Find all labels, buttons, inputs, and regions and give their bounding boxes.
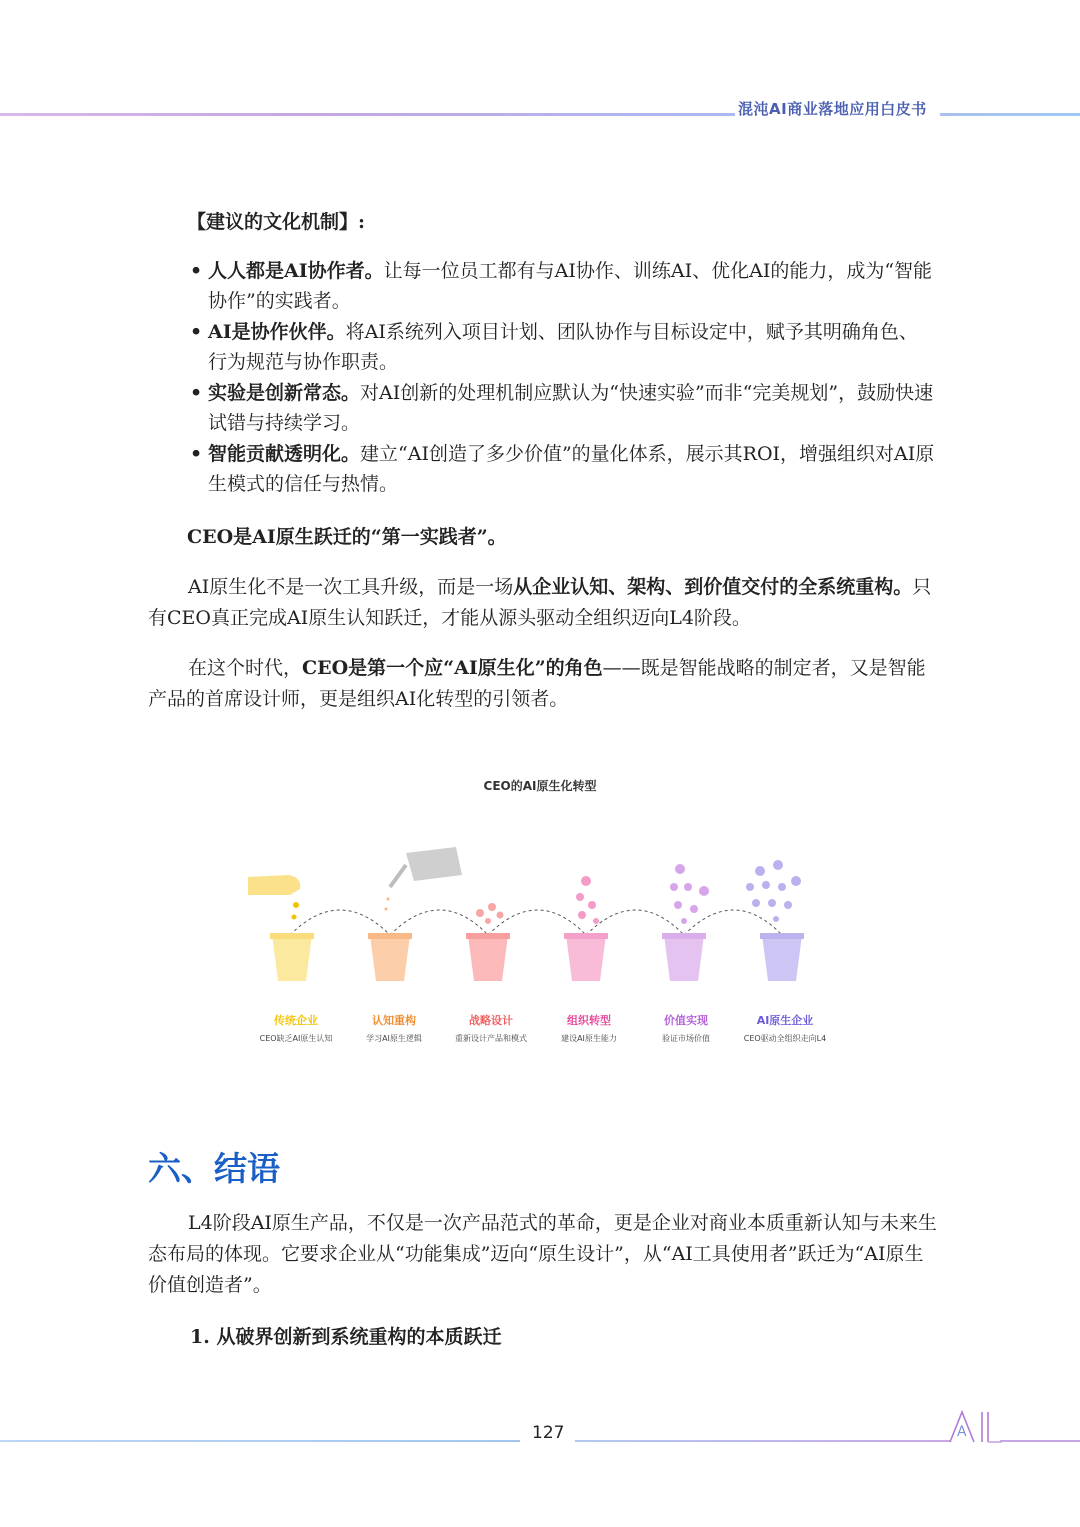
para1-bold: 从企业认知、架构、到价值交付的全系统重构。 xyxy=(513,576,913,598)
connector-arc-1 xyxy=(290,910,390,935)
culture-bullet-3 xyxy=(190,378,935,438)
para1-pre: AI原生化不是一次工具升级，而是一场 xyxy=(188,576,514,598)
stage-6 xyxy=(729,1012,841,1044)
stage-1 xyxy=(241,1012,351,1044)
stage-desc: CEO驱动全组织走向L4 xyxy=(743,1034,827,1043)
stage-desc: 建设AI原生能力 xyxy=(561,1034,617,1043)
footer-rule-left xyxy=(0,1440,520,1442)
flower-icon-5 xyxy=(670,864,709,924)
hand-seed-icon xyxy=(248,875,300,920)
subheading: 1. 从破界创新到系统重构的本质跃迁 xyxy=(190,1326,502,1348)
pot-growth-illustration xyxy=(230,835,850,985)
page-number: 127 xyxy=(532,1423,565,1443)
bullet-text: 让每一位员工都有与AI协作、训练AI、优化AI的能力，成为“智能协作”的实践者。 xyxy=(208,260,933,312)
bullet-text: 建立“AI创造了多少价值”的量化体系，展示其ROI，增强组织对AI原生模式的信任与热情。 xyxy=(208,443,935,495)
connector-arcs xyxy=(290,910,782,935)
ceo-heading: CEO是AI原生跃迁的“第一实践者”。 xyxy=(187,526,507,548)
flower-icon-6 xyxy=(746,860,801,922)
connector-arc-4 xyxy=(586,910,684,935)
flower-icon-4 xyxy=(576,876,599,924)
stage-title: AI原生企业 xyxy=(756,1014,814,1027)
figure-title: CEO的AI原生化转型 xyxy=(483,779,597,793)
paragraph-ceo-role xyxy=(148,653,938,715)
sprout-icon-3 xyxy=(476,903,504,924)
paragraph-conclusion: L4阶段AI原生产品，不仅是一次产品范式的革命，更是企业对商业本质重新认知与未来生态布局的体现。它要求企业从“功能集成”迈向“原生设计”，从“AI工具使用者”跃迁为“AI原生价值创造者”。 xyxy=(148,1212,937,1296)
stage-desc: 验证市场价值 xyxy=(662,1034,710,1043)
para1-post: 只有CEO真正完成AI原生认知跃迁，才能从源头驱动全组织迈向L4阶段。 xyxy=(148,576,932,629)
para2-bold: CEO是第一个应“AI原生化”的角色 xyxy=(302,657,603,679)
header-rule-left xyxy=(0,113,735,116)
bullet-bold: 智能贡献透明化。 xyxy=(208,443,361,465)
bullet-text: 将AI系统列入项目计划、团队协作与目标设定中，赋予其明确角色、行为规范与协作职责。 xyxy=(208,321,918,373)
connector-arc-5 xyxy=(684,910,782,935)
bullet-text: 对AI创新的处理机制应默认为“快速实验”而非“完美规划”，鼓励快速试错与持续学习。 xyxy=(208,382,934,434)
culture-bullet-list xyxy=(190,256,935,500)
culture-label: 【建议的文化机制】: xyxy=(187,211,366,233)
stage-5 xyxy=(631,1012,741,1044)
pot-1 xyxy=(270,933,314,981)
running-header-title: 混沌AI商业落地应用白皮书 xyxy=(738,100,927,118)
connector-arc-2 xyxy=(390,910,488,935)
para2-post: ——既是智能战略的制定者，又是智能产品的首席设计师，更是组织AI化转型的引领者。 xyxy=(148,657,926,710)
pot-3 xyxy=(466,933,510,981)
pot-4 xyxy=(564,933,608,981)
paragraph-ai-native xyxy=(148,572,938,634)
stage-title: 传统企业 xyxy=(274,1014,318,1027)
bullet-bold: AI是协作伙伴。 xyxy=(208,321,346,343)
stage-title: 认知重构 xyxy=(372,1014,416,1027)
pot-5 xyxy=(662,933,706,981)
stage-title: 价值实现 xyxy=(664,1014,708,1027)
watering-can-icon xyxy=(385,847,463,911)
stage-2 xyxy=(339,1012,449,1044)
stage-desc: CEO缺乏AI原生认知 xyxy=(259,1034,333,1043)
section-heading: 六、结语 xyxy=(148,1149,280,1188)
footer-rule-right xyxy=(575,1440,950,1442)
stage-3 xyxy=(436,1012,546,1044)
footer-rule-tail xyxy=(1000,1440,1080,1442)
pot-6 xyxy=(760,933,804,981)
ai-logo-icon xyxy=(948,1408,1002,1444)
stage-title: 战略设计 xyxy=(469,1014,513,1027)
bullet-bold: 实验是创新常态。 xyxy=(208,382,361,404)
para2-pre: 在这个时代， xyxy=(188,657,303,679)
stage-desc: 重新设计产品和模式 xyxy=(455,1034,527,1043)
svg-text:A: A xyxy=(957,1424,967,1440)
stage-4 xyxy=(534,1012,644,1044)
culture-bullet-4 xyxy=(190,439,935,499)
bullet-bold: 人人都是AI协作者。 xyxy=(208,260,384,282)
stage-title: 组织转型 xyxy=(567,1014,611,1027)
pot-2 xyxy=(368,933,412,981)
stage-desc: 学习AI原生逻辑 xyxy=(366,1034,422,1043)
culture-bullet-1 xyxy=(190,256,935,316)
culture-bullet-2 xyxy=(190,317,935,377)
header-rule-right xyxy=(940,113,1080,116)
